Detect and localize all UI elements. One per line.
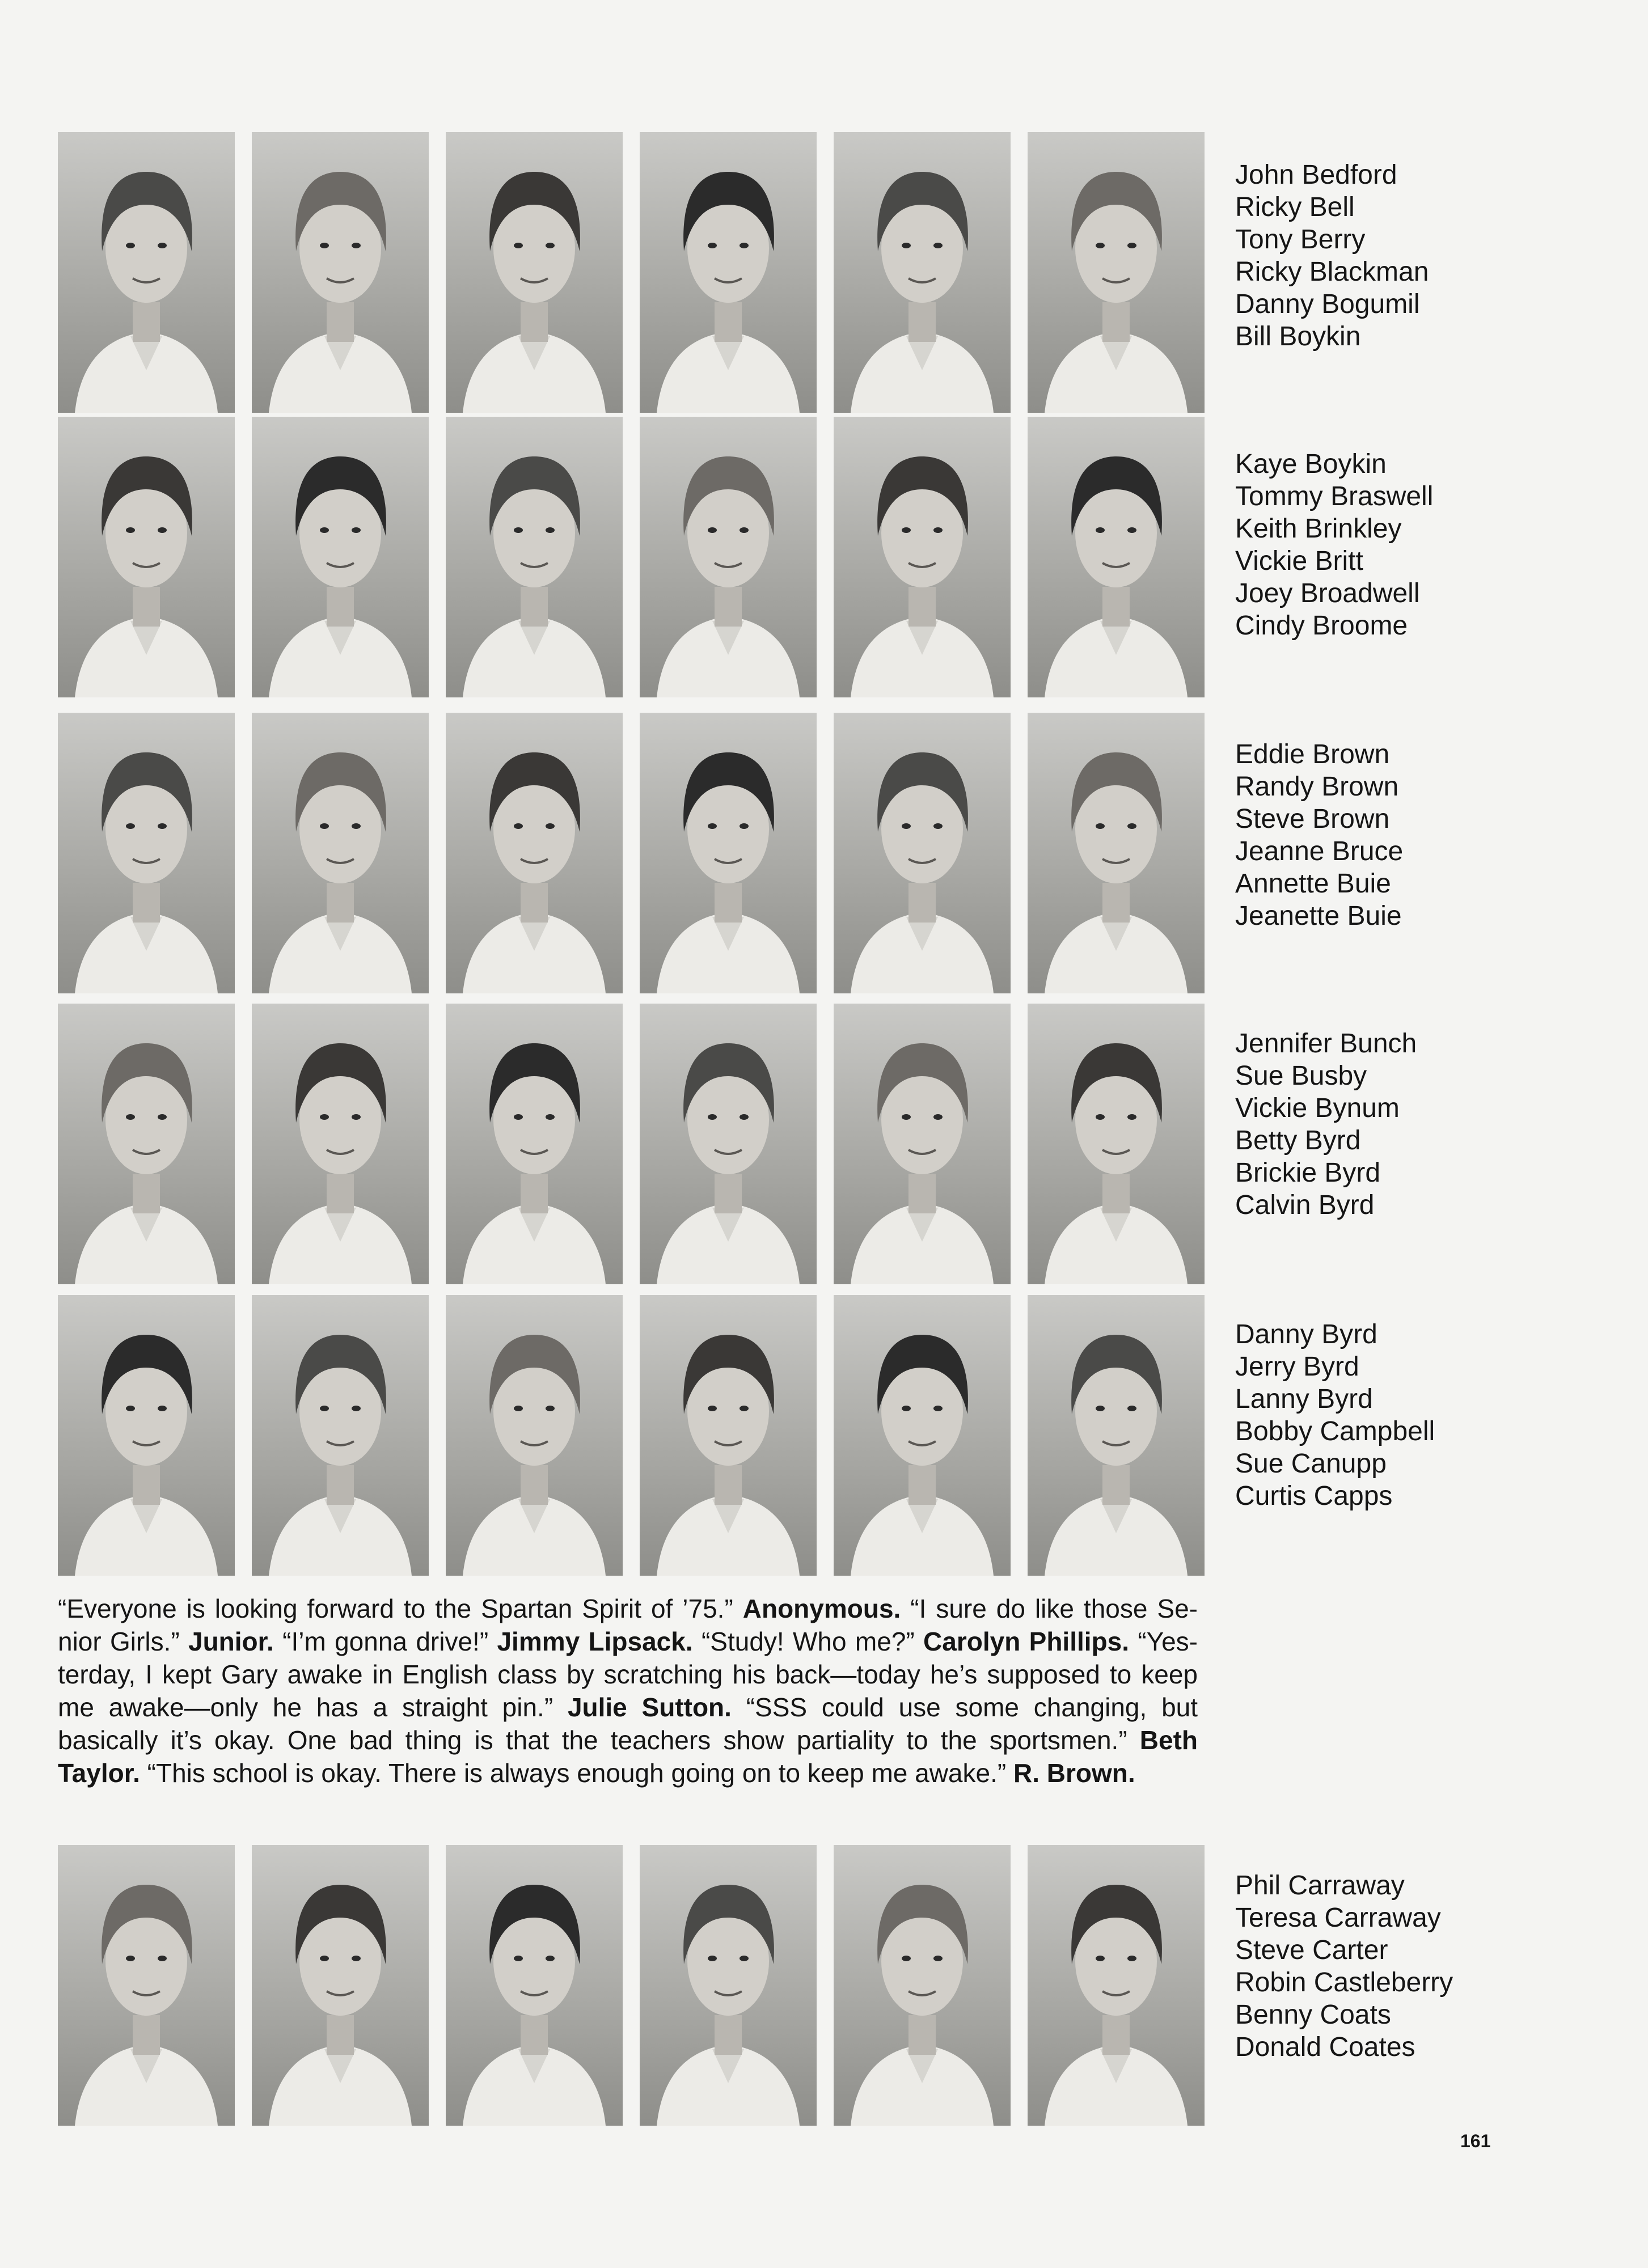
quote-attribution: Carolyn Phillips. [923,1627,1129,1656]
portrait-photo [252,1295,429,1576]
student-name: Danny Bogumil [1235,289,1420,319]
student-name: Sue Canupp [1235,1449,1387,1479]
quote-attribution: Beth Taylor. [58,1725,1198,1788]
student-name: Vickie Britt [1235,546,1363,576]
portrait-photo [58,132,235,413]
student-name: Curtis Capps [1235,1481,1393,1511]
portrait-row-1 [58,132,1206,413]
portrait-photo [1028,1004,1205,1284]
student-name: Randy Brown [1235,772,1399,802]
student-name: Jeanette Buie [1235,901,1402,931]
portrait-photo [834,1295,1011,1576]
portrait-photo [58,713,235,993]
student-name: Kaye Boykin [1235,449,1387,479]
quote-attribution: Jimmy Lipsack. [497,1627,693,1656]
student-name: Jennifer Bunch [1235,1029,1417,1059]
portrait-row-3 [58,713,1206,993]
portrait-photo [58,417,235,697]
portrait-photo [446,713,623,993]
student-name: Bobby Campbell [1235,1416,1435,1446]
student-name: Sue Busby [1235,1061,1367,1091]
student-name: Tony Berry [1235,225,1366,255]
quotes-paragraph [58,1592,1198,1789]
portrait-photo [446,132,623,413]
portrait-photo [252,132,429,413]
portrait-row-6 [58,1845,1206,2126]
student-name: Brickie Byrd [1235,1158,1381,1188]
portrait-photo [58,1845,235,2126]
portrait-photo [446,1845,623,2126]
portrait-photo [446,1295,623,1576]
student-name: Ricky Bell [1235,192,1355,222]
name-list-3 [1235,738,1632,932]
quote-text: “Yes-terday, I kept Gary awake in English class by scratching his back—today he’s supposed to keep me awake—only he has a straight pin.” [58,1627,1198,1722]
portrait-photo [640,1295,817,1576]
student-name: Steve Brown [1235,804,1390,834]
student-name: Benny Coats [1235,2000,1391,2030]
student-name: Jerry Byrd [1235,1352,1359,1382]
quote-attribution: Julie Sutton. [567,1692,732,1722]
portrait-photo [252,713,429,993]
quote-text: “I sure do like those Se-nior Girls.” [58,1594,1198,1656]
student-name: Tommy Braswell [1235,481,1434,511]
portrait-photo [252,1845,429,2126]
portrait-photo [1028,713,1205,993]
student-name: Vickie Bynum [1235,1093,1400,1123]
portrait-photo [640,417,817,697]
quote-text: “I’m gonna drive!” [273,1627,497,1656]
portrait-row-5 [58,1295,1206,1576]
quote-text: “This school is okay. There is always enough going on to keep me awake.” [140,1758,1013,1788]
student-name: Teresa Carraway [1235,1903,1441,1933]
quote-text: “Everyone is looking forward to the Spartan Spirit of ’75.” [58,1594,743,1623]
name-list-4 [1235,1027,1632,1221]
portrait-photo [58,1004,235,1284]
portrait-photo [640,713,817,993]
student-name: Danny Byrd [1235,1319,1377,1349]
student-name: Jeanne Bruce [1235,836,1404,866]
student-name: Ricky Blackman [1235,257,1429,287]
student-name: Bill Boykin [1235,321,1361,352]
student-name: Joey Broadwell [1235,578,1420,608]
portrait-photo [252,417,429,697]
portrait-photo [1028,1845,1205,2126]
portrait-photo [446,417,623,697]
name-list-1 [1235,159,1632,353]
student-name: Cindy Broome [1235,611,1408,641]
portrait-photo [640,132,817,413]
student-name: Steve Carter [1235,1935,1388,1965]
quote-attribution: Anonymous. [742,1594,901,1623]
portrait-photo [252,1004,429,1284]
portrait-row-2 [58,417,1206,697]
student-name: Annette Buie [1235,869,1391,899]
portrait-row-4 [58,1004,1206,1284]
student-name: Calvin Byrd [1235,1190,1375,1220]
student-name: Betty Byrd [1235,1125,1361,1156]
name-list-2 [1235,448,1632,642]
portrait-photo [834,1845,1011,2126]
portrait-photo [834,1004,1011,1284]
student-name: Keith Brinkley [1235,514,1402,544]
student-name: Phil Carraway [1235,1871,1405,1901]
portrait-photo [1028,417,1205,697]
name-list-6 [1235,1869,1632,2063]
student-name: Eddie Brown [1235,739,1390,769]
portrait-photo [640,1845,817,2126]
portrait-photo [834,713,1011,993]
student-name: Donald Coates [1235,2032,1415,2062]
portrait-photo [446,1004,623,1284]
portrait-photo [1028,132,1205,413]
quote-attribution: Junior. [188,1627,274,1656]
quote-text: “Study! Who me?” [692,1627,924,1656]
student-name: John Bedford [1235,160,1397,190]
portrait-photo [834,132,1011,413]
quote-attribution: R. Brown. [1013,1758,1135,1788]
student-name: Robin Castleberry [1235,1967,1453,1998]
portrait-photo [1028,1295,1205,1576]
quote-text: “SSS could use some changing, but basically it’s okay. One bad thing is that the teachers show partiality to the sportsmen.” [58,1692,1198,1755]
student-name: Lanny Byrd [1235,1384,1373,1414]
portrait-photo [640,1004,817,1284]
name-list-5 [1235,1318,1632,1512]
portrait-photo [834,417,1011,697]
portrait-photo [58,1295,235,1576]
page-number: 161 [1460,2131,1491,2151]
